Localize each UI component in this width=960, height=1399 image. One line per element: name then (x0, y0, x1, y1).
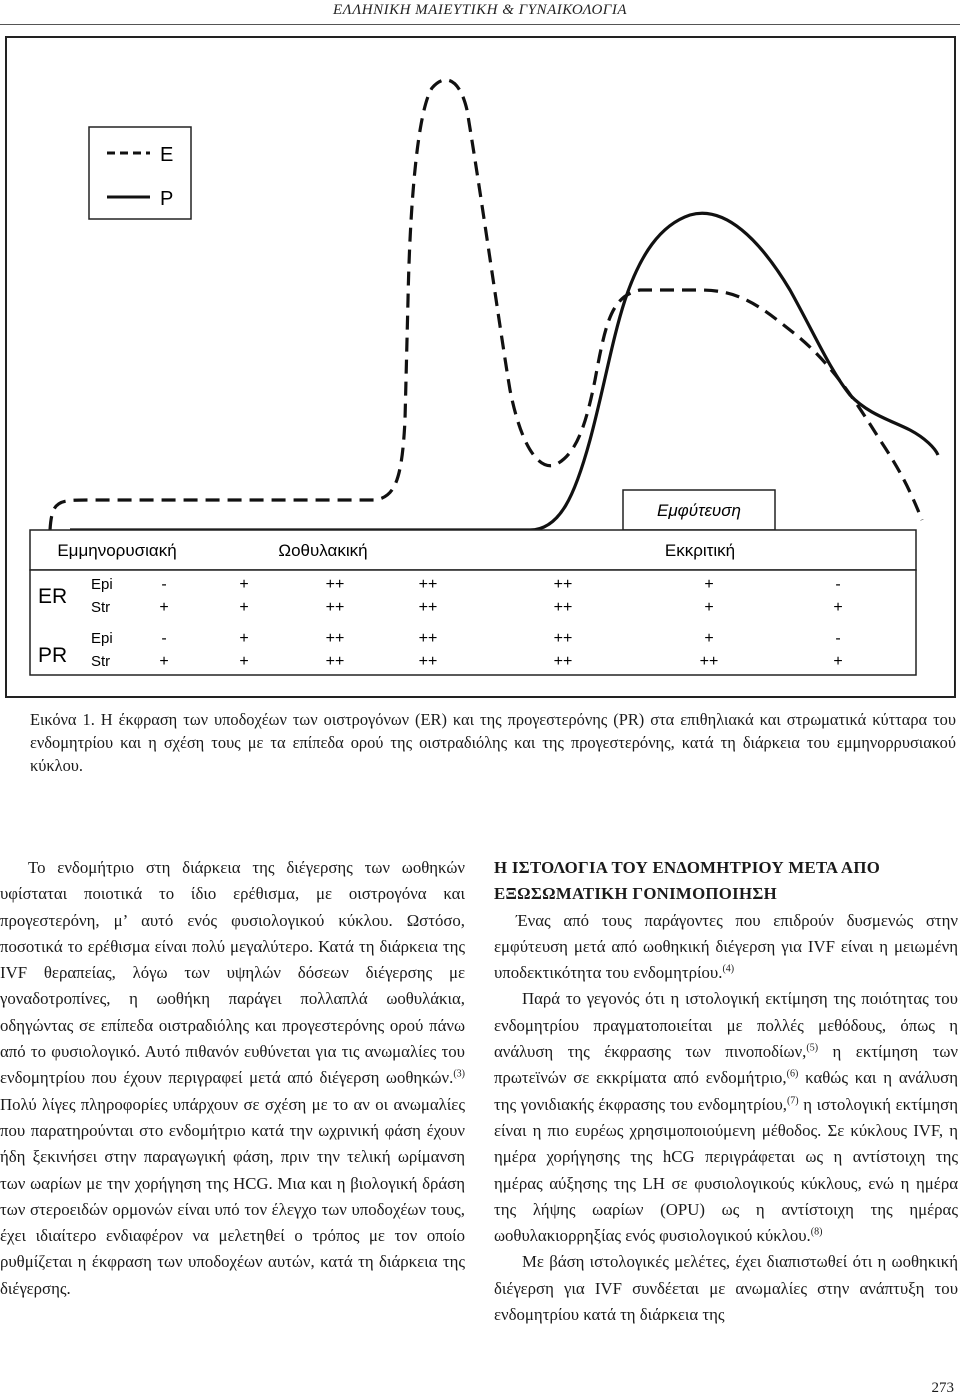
journal-running-header: ΕΛΛΗΝΙΚΗ ΜΑΙΕΥΤΙΚΗ & ΓΥΝΑΙΚΟΛΟΓΙΑ (332, 2, 627, 18)
left-p1-text-b: Πολύ λίγες πληροφορίες υπάρχουν σε σχέση με το αν οι ανωμαλίες που παρατηρούνται στο ενδομήτριο κατά την ωχρινική φάση έχουν ήδη ξεκινήσει στην παραγωγική φάση, πριν την τελική ωρίμανση των ωαρίων με την χορήγηση της HCG. Μια και η βιολογική δράση των στεροειδών ορμονών είναι υπό τον έλεγχο των υποδοχέων τους, έχει ιδιαίτερο ενδιαφέρον να μελετηθεί ο τρόπος με τον οποίο ρυθμίζεται η έκφραση των υποδοχέων αυτών, κατά τη διάρκεια της διέγερσης. (0, 1094, 465, 1298)
tissue-label-epi: Epi (91, 576, 113, 593)
expression-value: - (835, 630, 841, 647)
caption-text: Η έκφραση των υποδοχέων των οιστρογόνων (ER) και της προγεστερόνης (PR) στα επιθηλιακά και στρωματικά κύτταρα του ενδομητρίου και η σχέση τους με τα επίπεδα ορού της οιστραδιόλης και της προγεστερόνης, κατά τη διάρκεια του εμμηνορρυσιακού κύκλου. (30, 710, 956, 775)
expression-value: ++ (325, 576, 345, 593)
expression-value: + (704, 599, 714, 616)
right-column (494, 855, 958, 1328)
expression-value: ++ (553, 576, 573, 593)
phase-menstrual: Εμμηνορυσιακή (57, 541, 177, 560)
figure-caption (30, 708, 956, 777)
expression-value: + (159, 653, 169, 670)
legend-label-p: P (160, 188, 174, 210)
right-paragraph-2 (494, 986, 958, 1249)
phase-follicular: Ωοθυλακική (278, 541, 368, 560)
citation-8: (8) (810, 1226, 823, 1238)
citation-7: (7) (786, 1095, 799, 1107)
expression-value: - (161, 630, 167, 647)
citation-4: (4) (722, 963, 735, 975)
left-p1-text-a: Το ενδομήτριο στη διάρκεια της διέγερσης των ωοθηκών υφίσταται ποιοτικά το ίδιο ερέθισμα, με οιστρογόνα και προγεστερόνη, μ’ αυτό ενός φυσιολογικού κύκλου. Ωστόσο, ποσοτικά το ερέθισμα είναι πολύ μεγαλύτερο. Κατά τη διάρκεια της IVF θεραπείας, λόγω των υψηλών δόσεων διέγερσης με γοναδοτροπίνες, η ωοθήκη παράγει πολλαπλά ωοθυλάκια, οδηγώντας σε επίπεδα οιστραδιόλης και προγεστερόνης ορού πάνω από το φυσιολογικό. Αυτό πιθανόν ευθύνεται για τις ανωμαλίες του ενδομητρίου που έχουν περιγραφεί μετά από διέγερση ωοθηκών. (0, 858, 465, 1088)
expression-value: - (835, 576, 841, 593)
expression-value: ++ (325, 599, 345, 616)
left-column (0, 855, 465, 1302)
phase-secretory: Εκκριτική (664, 541, 736, 560)
right-p2-text-b: η εκτίμηση των πρωτεϊνών σε εκκρίματα από ενδομήτριο, (494, 1042, 958, 1088)
expression-value: ++ (699, 653, 719, 670)
right-paragraph-1 (494, 908, 958, 987)
expression-value: ++ (553, 599, 573, 616)
expression-value: + (833, 653, 843, 670)
citation-5: (5) (806, 1042, 819, 1054)
tissue-label-str: Str (91, 599, 111, 616)
expression-value: ++ (325, 630, 345, 647)
expression-value: ++ (418, 630, 438, 647)
right-paragraph-3: Με βάση ιστολογικές μελέτες, έχει διαπιστωθεί ότι η ωοθηκική διέγερση για IVF συνδέεται με ανωμαλίες στην ανάπτυξη του ενδομητρίου κατά τη διάρκεια της (494, 1252, 958, 1325)
tissue-label-str: Str (91, 653, 111, 670)
expression-value: + (239, 599, 249, 616)
page-number: 273 (931, 1380, 954, 1396)
expression-value: ++ (325, 653, 345, 670)
expression-value: ++ (418, 599, 438, 616)
expression-value: ++ (418, 653, 438, 670)
expression-value: ++ (418, 576, 438, 593)
right-p2-text-a: Παρά το γεγονός ότι η ιστολογική εκτίμηση της ποιότητας του ενδομητρίου πραγματοποιείται με πολλές μεθόδους, όπως η ανάλυση της έκφρασης των πινοποδίων, (494, 989, 958, 1062)
citation-6: (6) (786, 1068, 799, 1080)
figure-legend (89, 127, 191, 219)
receptor-label-er: ER (38, 585, 68, 608)
expression-value: + (159, 599, 169, 616)
right-p2-text-d: η ιστολογική εκτίμηση είναι η πιο ευρέως χρησιμοποιούμενη μέθοδος. Σε κύκλους IVF, η ημέρα χορήγησης της hCG περιγράφεται ως η αντίστοιχη της ημέρας αύξησης της LH σε φυσιολογικούς κύκλους, ενώ η ημέρα της λήψης ωαρίων (OPU) ως η αντίστοιχη της ημέρας ωοθυλακιορρηξίας ενός φυσιολογικού κύκλου. (494, 1094, 958, 1246)
expression-value: ++ (553, 653, 573, 670)
right-p1-text: Ένας από τους παράγοντες που επιδρούν δυσμενώς στην εμφύτευση μετά από ωοθηκική διέγερση για IVF είναι η μειωμένη υποδεκτικότητα του ενδομητρίου. (494, 910, 958, 983)
expression-value: - (161, 576, 167, 593)
right-p2-text-c: καθώς και η ανάλυση της γονιδιακής έκφρασης του ενδομητρίου, (494, 1068, 959, 1114)
expression-value: + (239, 630, 249, 647)
implantation-label: Εμφύτευση (657, 501, 741, 520)
expression-value: + (239, 653, 249, 670)
expression-value: + (833, 599, 843, 616)
expression-value: + (704, 630, 714, 647)
legend-box (89, 127, 191, 219)
section-heading: Η ΙΣΤΟΛΟΓΙΑ ΤΟΥ ΕΝΔΟΜΗΤΡΙΟΥ ΜΕΤΑ ΑΠΟ ΕΞΩΣΩΜΑΤΙΚΗ ΓΟΝΙΜΟΠΟΙΗΣΗ (494, 858, 881, 904)
expression-value: + (704, 576, 714, 593)
citation-3: (3) (453, 1068, 465, 1080)
receptor-label-pr: PR (38, 644, 68, 667)
left-paragraph-1 (0, 855, 465, 1302)
expression-value: + (239, 576, 249, 593)
caption-label: Εικόνα 1. (30, 710, 95, 729)
tissue-label-epi: Epi (91, 630, 113, 647)
progesterone-curve (70, 213, 938, 530)
expression-value: ++ (553, 630, 573, 647)
legend-label-e: E (160, 144, 174, 166)
